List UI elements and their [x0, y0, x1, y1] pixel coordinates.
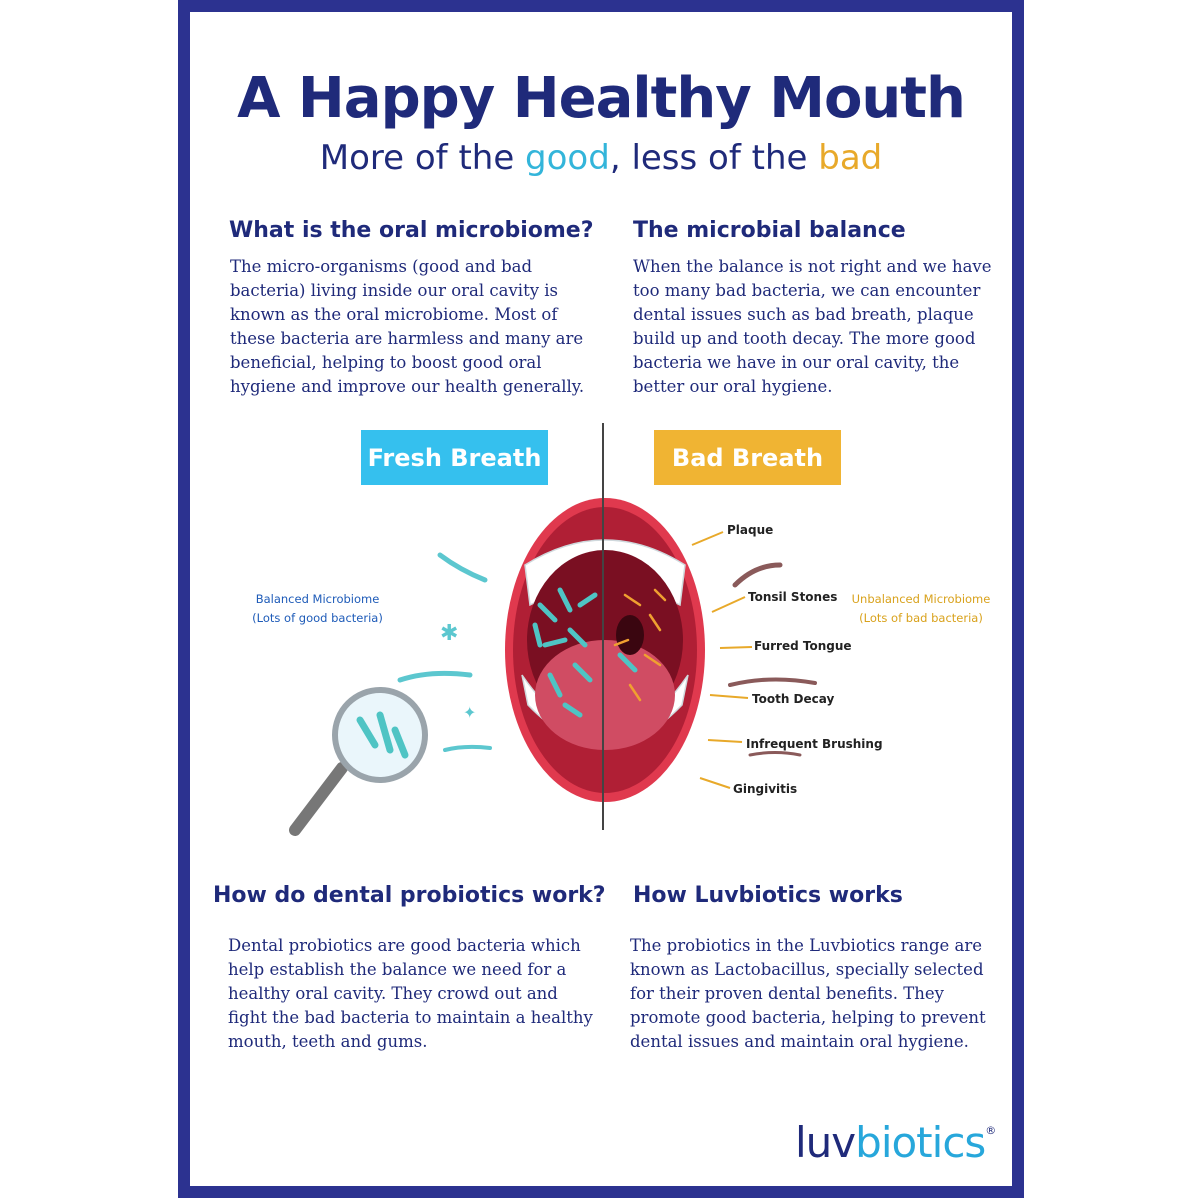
- heading-dental-probiotics: How do dental probiotics work?: [213, 883, 606, 908]
- callout-lines: [690, 520, 760, 800]
- luvbiotics-logo: [795, 1118, 995, 1167]
- unbalanced-microbiome-label: [840, 590, 1002, 628]
- subtitle-good: good: [525, 138, 610, 178]
- good-bacteria-decor: [280, 540, 500, 850]
- callout-furred-tongue: Furred Tongue: [754, 639, 852, 653]
- callout-tonsil-stones: Tonsil Stones: [748, 590, 838, 604]
- text-dental-probiotics: Dental probiotics are good bacteria which help establish the balance we need for a healthy oral cavity. They crowd out and fight the bad bacteria to maintain a healthy mouth, teeth and gums.: [228, 936, 593, 1051]
- logo-part2: biotics: [855, 1118, 986, 1167]
- heading-luvbiotics-works: How Luvbiotics works: [633, 883, 903, 908]
- subtitle-part2: , less of the: [609, 138, 819, 178]
- page-title: A Happy Healthy Mouth: [237, 66, 965, 131]
- text-microbial-balance: When the balance is not right and we have too many bad bacteria, we can encounter dental issues such as bad breath, plaque build up and tooth decay. The more good bacteria we have in our oral cavity, the better our oral hygiene.: [633, 257, 992, 396]
- unbalanced-line1: Unbalanced Microbiome: [851, 592, 991, 606]
- callout-infrequent-brushing: Infrequent Brushing: [746, 737, 883, 751]
- balanced-microbiome-label: [245, 590, 390, 628]
- text-oral-microbiome: The micro-organisms (good and bad bacteria) living inside our oral cavity is known as the oral microbiome. Most of these bacteria are harmless and many are beneficial, helping to boost good oral hygiene and improve our health generally.: [230, 257, 585, 396]
- svg-text:✱: ✱: [440, 621, 459, 646]
- callout-gingivitis: Gingivitis: [733, 782, 798, 796]
- text-luvbiotics-works: The probiotics in the Luvbiotics range are known as Lactobacillus, specially selected for their proven dental benefits. They promote good bacteria, helping to prevent dental issues and maintain oral hygiene.: [630, 936, 986, 1051]
- balanced-line1: Balanced Microbiome: [255, 592, 380, 606]
- svg-text:✦: ✦: [463, 703, 477, 722]
- bad-breath-label: Bad Breath: [654, 430, 841, 485]
- logo-part1: luv: [795, 1118, 856, 1167]
- balanced-line2: (Lots of good bacteria): [252, 611, 383, 625]
- subtitle-part1: More of the: [319, 138, 526, 178]
- subtitle-bad: bad: [818, 138, 883, 178]
- diagram-divider: [602, 423, 604, 830]
- heading-oral-microbiome: What is the oral microbiome?: [229, 218, 594, 243]
- callout-tooth-decay: Tooth Decay: [752, 692, 835, 706]
- callout-plaque: Plaque: [727, 523, 774, 537]
- heading-microbial-balance: The microbial balance: [633, 218, 906, 243]
- page-subtitle: [178, 138, 1024, 178]
- unbalanced-line2: (Lots of bad bacteria): [859, 611, 983, 625]
- logo-mark: ®: [985, 1124, 996, 1137]
- mouth-illustration: [500, 495, 710, 805]
- fresh-breath-label: Fresh Breath: [361, 430, 548, 485]
